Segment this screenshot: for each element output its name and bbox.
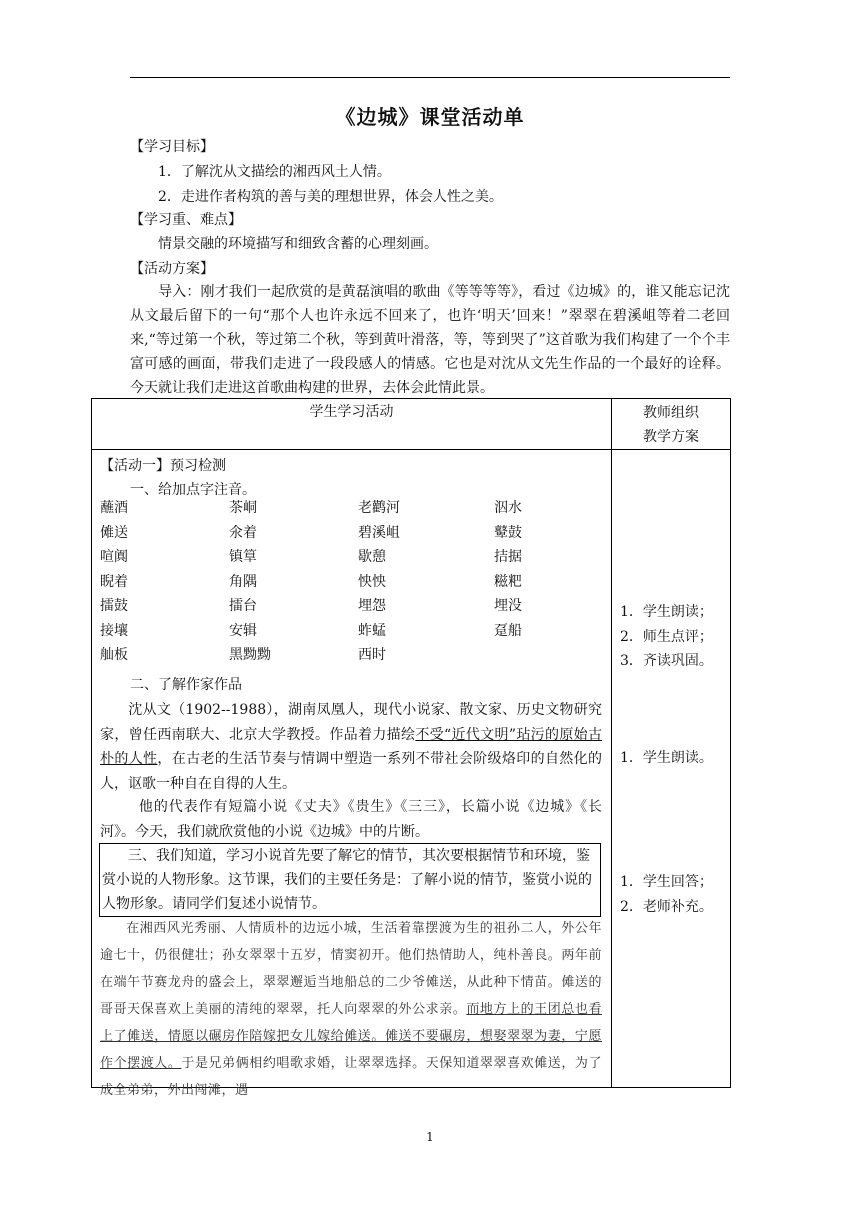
word: 茶峒 — [229, 500, 257, 516]
page-title: 《边城》课堂活动单 — [335, 105, 525, 129]
works-text: 他的代表作有短篇小说《丈夫》《贵生》《三三》，长篇小说《边城》《长河》。今天，我们就欣赏他的小说《边城》中的片断。 — [100, 799, 602, 840]
word: 喧阗 — [100, 549, 128, 565]
word: 傩送 — [100, 524, 128, 541]
teacher-notes-1 — [620, 600, 713, 674]
word: 蚱蜢 — [358, 622, 386, 639]
story-text-rest: 于是兄弟俩相约唱歌求婚，让翠翠选择。天保知道翠翠喜欢傩送，为了成全弟弟，外出闯滩，遇 — [100, 1056, 602, 1098]
word: 西时 — [358, 647, 386, 663]
word-row — [100, 570, 600, 595]
header-rule — [130, 77, 730, 78]
author-underlined: 不受“近代文明”玷污的原始古朴的人性 — [100, 726, 602, 767]
word: 埋没 — [494, 598, 522, 614]
activity-table — [91, 398, 731, 1098]
teacher-notes-2 — [620, 747, 713, 767]
goal-item: 2．走进作者构筑的善与美的理想世界，体会人性之美。 — [158, 189, 503, 205]
col2-header-line: 教师组织 — [643, 405, 699, 421]
word: 接壤 — [100, 622, 128, 639]
word: 黑黝黝 — [229, 647, 271, 663]
teacher-note: 3．齐读巩固。 — [620, 653, 713, 669]
teacher-plan-header — [612, 399, 731, 450]
author-paragraph — [100, 698, 602, 796]
word-row — [100, 496, 600, 521]
author-text: 沈从文（1902--1988），湖南凤凰人，现代小说家、散文家、历史文物研究家，曾任西南联大、北京大学教授。作品着力描绘 — [100, 702, 602, 743]
word: 怏怏 — [358, 573, 386, 590]
teacher-notes-3 — [620, 870, 713, 919]
section3-text: 三、我们知道，学习小说首先要了解它的情节，其次要根据情节和环境，鉴赏小说的人物形象。这节课，我们的主要任务是：了解小说的情节，鉴赏小说的人物形象。请同学们复述小说情节。 — [102, 848, 592, 912]
word: 镇筸 — [229, 549, 257, 565]
word: 擂台 — [229, 598, 257, 614]
col1-header: 学生学习活动 — [309, 404, 394, 420]
word: 拮据 — [494, 549, 522, 565]
teacher-note: 1．学生朗读。 — [620, 750, 713, 766]
student-activity-header — [92, 399, 612, 450]
intro-text: 导入：刚才我们一起欣赏的是黄磊演唱的歌曲《等等等等》，看过《边城》的，谁又能忘记沈从文最后留下的一句“那个人也许永远不回来了，也许‘明天’回来！”翠翠在碧溪岨等着二老回来,“等过第一个秋，等过第二个秋，等到黄叶滑落，等，等到哭了”这首歌为我们构建了一个个丰富可感的画面，带我们走进了一段段感人的情感。它也是对沈从文先生作品的一个最好的诠释。今天就让我们走进这首歌曲构建的世界，去体会此情此景。 — [130, 284, 730, 396]
section3-boxed — [99, 843, 601, 917]
page-number: 1 — [426, 1130, 434, 1144]
word: 埋怨 — [358, 598, 386, 614]
word: 趸船 — [494, 622, 522, 639]
student-activity-cell — [92, 450, 612, 1098]
section1-title: 一、给加点字注音。 — [130, 482, 256, 498]
word: 擂鼓 — [100, 598, 128, 614]
word-row — [100, 594, 600, 619]
teacher-note: 1．学生朗读； — [620, 604, 713, 620]
word: 老鹳河 — [358, 500, 400, 516]
goal-item: 1．了解沈从文描绘的湘西风土人情。 — [158, 164, 391, 180]
activity1-title: 【活动一】预习检测 — [100, 458, 226, 474]
works-paragraph — [100, 795, 602, 844]
teacher-note: 2．老师补充。 — [620, 898, 713, 915]
goals-header: 【学习目标】 — [130, 139, 214, 155]
teacher-plan-cell — [612, 450, 731, 1088]
word: 舢板 — [100, 647, 128, 663]
story-summary — [100, 915, 602, 1104]
story-underlined: 而地方上的王团总也看上了傩送，情愿以碾房作陪嫁把女儿嫁给傩送。傩送不要碾房，想娶翠翠为妻，宁愿作个摆渡人。 — [100, 1002, 602, 1071]
word: 碧溪岨 — [358, 524, 400, 541]
author-text-rest: ，在古老的生活节奏与情调中塑造一系列不带社会阶级烙印的自然化的人，讴歌一种自在自得的人生。 — [100, 751, 603, 792]
plan-header: 【活动方案】 — [130, 261, 214, 277]
keypoints-text: 情景交融的环境描写和细致含蓄的心理刻画。 — [158, 236, 438, 252]
word: 安辑 — [229, 622, 257, 639]
intro-paragraph — [130, 280, 730, 400]
teacher-note: 2．师生点评； — [620, 628, 713, 645]
section2-title: 二、了解作家作品 — [130, 677, 242, 693]
word: 歇憩 — [358, 549, 386, 565]
word-row — [100, 545, 600, 570]
word-row — [100, 643, 600, 668]
col2-header-line: 教学方案 — [643, 429, 699, 445]
pinyin-word-grid — [100, 496, 600, 668]
teacher-note: 1．学生回答； — [620, 874, 713, 890]
word: 角隅 — [229, 573, 257, 590]
keypoints-header: 【学习重、难点】 — [130, 212, 242, 228]
word: 糍粑 — [494, 573, 522, 590]
word: 泅水 — [494, 500, 522, 516]
story-text: 在湘西风光秀丽、人情质朴的边远小城，生活着靠摆渡为生的祖孙二人，外公年逾七十，仍很健壮；孙女翠翠十五岁，情窦初开。他们热情助人，纯朴善良。两年前在端午节赛龙舟的盛会上，翠翠邂逅当地船总的二少爷傩送，从此种下情苗。傩送的哥哥天保喜欢上美丽的清纯的翠翠，托人向翠翠的外公求亲。 — [100, 921, 602, 1017]
word: 鼙鼓 — [494, 524, 522, 541]
word: 氽着 — [229, 524, 257, 541]
word: 睨着 — [100, 573, 128, 590]
word: 蘸酒 — [100, 500, 128, 516]
word-row — [100, 521, 600, 546]
word-row — [100, 619, 600, 644]
